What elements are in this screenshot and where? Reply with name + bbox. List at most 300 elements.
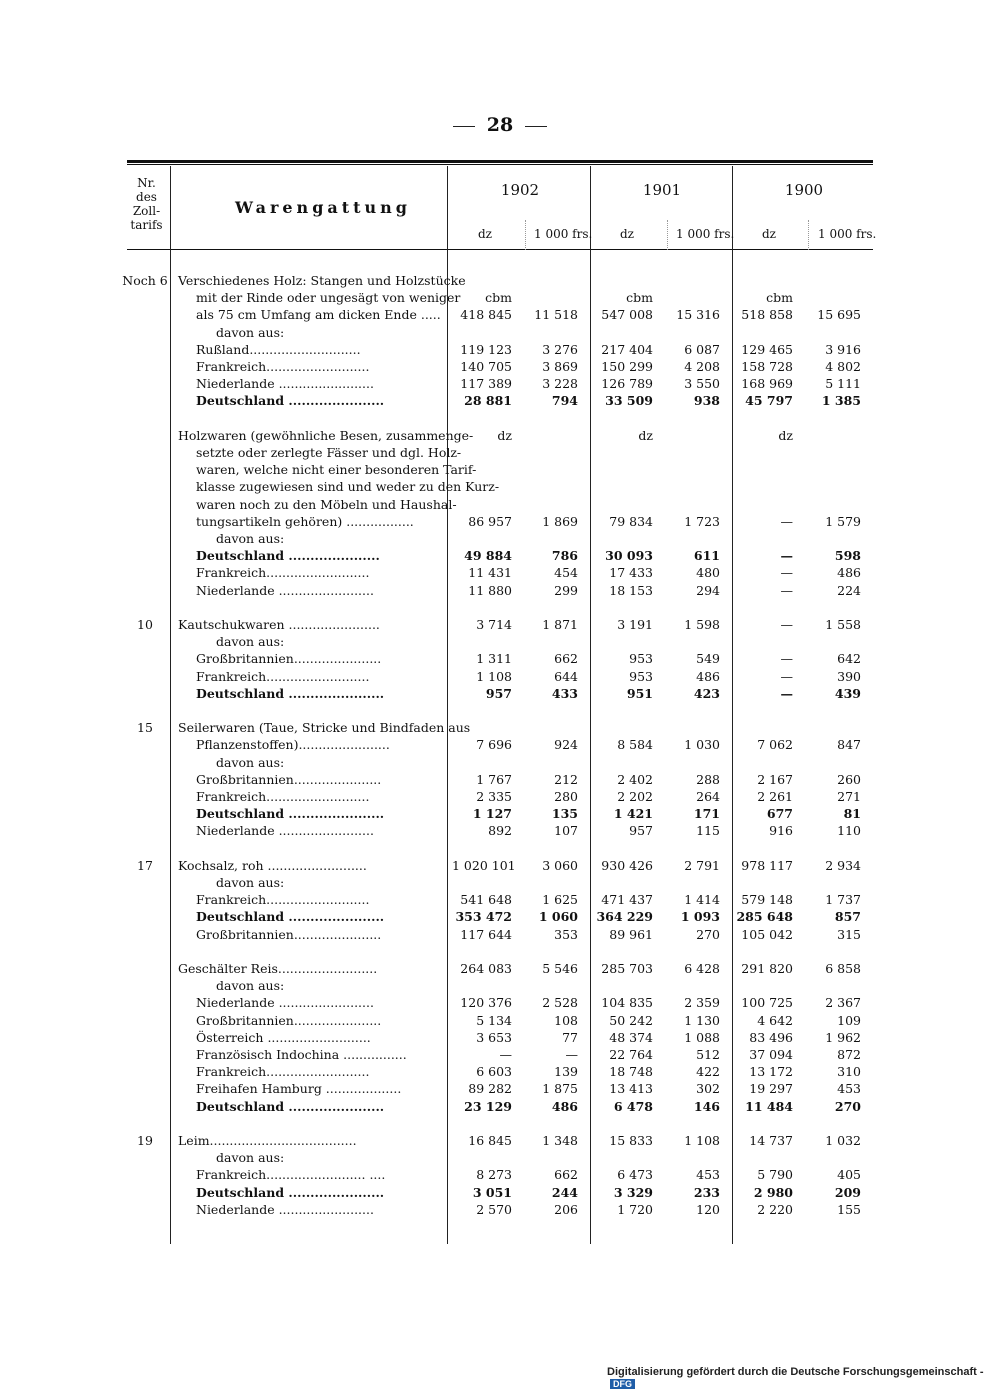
table-row [0, 994, 1000, 1011]
table-row [0, 461, 1000, 478]
table-row [0, 926, 1000, 943]
table-cell: 271 [837, 789, 861, 804]
table-row [0, 857, 1000, 874]
table-cell: 598 [834, 548, 861, 564]
table-row [0, 822, 1000, 839]
table-cell: 14 737 [749, 1133, 793, 1148]
unit-frs-1901: 1 000 frs. [676, 227, 735, 241]
table-row [0, 960, 1000, 977]
row-label: Deutschland ...................... [196, 1098, 385, 1114]
table-cell: 299 [554, 582, 578, 598]
table-cell: dz [778, 427, 793, 443]
table-row [0, 1184, 1000, 1201]
table-cell: 916 [769, 823, 793, 839]
table-cell: 547 008 [601, 307, 653, 323]
table-cell: 120 376 [460, 995, 512, 1011]
table-cell: 405 [837, 1167, 861, 1183]
table-cell: 109 [837, 1012, 861, 1028]
dfg-logo: DFG [610, 1379, 635, 1389]
table-cell: 1 108 [684, 1133, 720, 1148]
table-cell: 1 032 [825, 1133, 861, 1148]
table-top-rule [127, 160, 873, 163]
nr-header [128, 176, 165, 232]
table-cell: 146 [693, 1098, 720, 1114]
unit-dz-1902: dz [478, 227, 493, 241]
table-cell: — [780, 651, 793, 667]
table-cell: 115 [696, 823, 720, 839]
table-cell: 930 426 [601, 857, 653, 873]
table-cell: 3 550 [684, 376, 720, 392]
table-cell: 4 208 [684, 359, 720, 374]
tariff-number: 19 [137, 1133, 153, 1148]
row-label: davon aus: [216, 875, 285, 890]
row-label: Großbritannien...................... [196, 651, 382, 667]
table-cell: 1 060 [538, 909, 578, 925]
table-cell: 158 728 [741, 359, 793, 374]
nr-header-line: des [136, 190, 157, 204]
table-cell: 579 148 [741, 892, 793, 908]
row-label: Freihafen Hamburg ................... [196, 1081, 402, 1097]
table-row [0, 668, 1000, 685]
table-cell: 2 202 [617, 789, 653, 804]
table-cell: 108 [554, 1012, 578, 1028]
table-cell: 2 167 [757, 771, 793, 787]
row-label: als 75 cm Umfang am dicken Ende ..... [196, 307, 441, 323]
table-cell: 8 584 [617, 737, 653, 753]
table-cell: 83 496 [749, 1029, 793, 1045]
table-cell: 15 695 [817, 307, 861, 323]
table-cell: 364 229 [596, 909, 653, 925]
table-cell: 486 [837, 565, 861, 581]
table-cell: 439 [834, 685, 861, 701]
table-row [0, 1149, 1000, 1166]
table-cell: 270 [696, 926, 720, 942]
table-cell: 2 220 [757, 1201, 793, 1217]
row-label: Frankreich.......................... [196, 668, 370, 684]
table-row [0, 324, 1000, 341]
table-row [0, 1166, 1000, 1183]
tariff-number: 15 [137, 720, 153, 736]
table-cell: 315 [837, 926, 861, 942]
table-cell: 953 [629, 651, 653, 667]
table-cell: 2 367 [825, 995, 861, 1011]
table-cell: 1 558 [825, 617, 861, 632]
table-cell: dz [638, 427, 653, 443]
row-label: Verschiedenes Holz: Stangen und Holzstücke [178, 273, 466, 288]
table-cell: 1 414 [684, 892, 720, 908]
row-label: setzte oder zerlegte Fässer und dgl. Holz- [196, 445, 462, 460]
row-label: waren, welche nicht einer besonderen Tarif- [196, 462, 477, 478]
row-label: Kautschukwaren ....................... [178, 617, 380, 632]
table-cell: 33 509 [605, 393, 653, 409]
table-cell: 1 348 [542, 1133, 578, 1148]
table-row [0, 358, 1000, 375]
table-cell: 454 [554, 565, 578, 581]
table-row [0, 788, 1000, 805]
row-label: Deutschland ...................... [196, 685, 385, 701]
table-cell: 4 642 [757, 1012, 793, 1028]
table-cell: 353 472 [455, 909, 512, 925]
table-cell: 6 428 [684, 961, 720, 976]
table-cell: 978 117 [741, 857, 793, 873]
tariff-number: 10 [137, 617, 153, 632]
table-cell: 107 [554, 823, 578, 839]
table-cell: 17 433 [609, 565, 653, 581]
table-cell: 541 648 [460, 892, 512, 908]
table-cell: 857 [834, 909, 861, 925]
table-row [0, 564, 1000, 581]
subcolumn-divider-1901 [667, 220, 668, 250]
table-cell: 924 [554, 737, 578, 753]
table-cell: 5 111 [825, 376, 861, 392]
table-row [0, 908, 1000, 925]
table-row [0, 1012, 1000, 1029]
year-header-1902: 1902 [500, 181, 540, 199]
table-cell: 518 858 [741, 307, 793, 323]
table-cell: 662 [554, 1167, 578, 1183]
unit-dz-1901: dz [620, 227, 635, 241]
year-header-1900: 1900 [784, 181, 824, 199]
table-cell: 423 [693, 685, 720, 701]
table-cell: 353 [554, 926, 578, 942]
table-cell: cbm [626, 290, 653, 306]
table-row [0, 650, 1000, 667]
table-cell: 512 [696, 1047, 720, 1062]
table-row [0, 341, 1000, 358]
table-row [0, 410, 1000, 427]
table-cell: 3 714 [476, 617, 512, 632]
table-cell: 11 484 [745, 1098, 793, 1114]
table-cell: 23 129 [464, 1098, 512, 1114]
table-row [0, 427, 1000, 444]
table-cell: 3 916 [825, 341, 861, 357]
page-number [0, 114, 1000, 136]
table-cell: 77 [562, 1029, 578, 1045]
table-cell: 471 437 [601, 892, 653, 908]
table-cell: 155 [837, 1201, 861, 1217]
table-cell: 1 767 [476, 771, 512, 787]
table-cell: 16 845 [468, 1133, 512, 1148]
table-cell: 120 [696, 1201, 720, 1217]
row-label: Französisch Indochina ................ [196, 1047, 407, 1062]
table-cell: 2 261 [757, 789, 793, 804]
row-label: Deutschland ...................... [196, 393, 385, 409]
nr-header-line: Nr. [137, 176, 156, 190]
table-cell: 453 [837, 1081, 861, 1097]
table-cell: 677 [766, 806, 793, 822]
table-cell: 1 127 [472, 806, 512, 822]
row-label: Frankreich.......................... [196, 359, 370, 374]
table-cell: 117 644 [460, 926, 512, 942]
table-cell: 2 359 [684, 995, 720, 1011]
table-cell: 5 790 [757, 1167, 793, 1183]
table-cell: 1 598 [684, 617, 720, 632]
table-cell: 847 [837, 737, 861, 753]
table-cell: 280 [554, 789, 578, 804]
tariff-number: Noch 6 [122, 273, 168, 288]
table-cell: 150 299 [601, 359, 653, 374]
table-cell: 105 042 [741, 926, 793, 942]
footer-text: Digitalisierung gefördert durch die Deutsche Forschungsgemeinschaft - [607, 1366, 984, 1378]
table-cell: — [499, 1047, 512, 1062]
row-label: Deutschland ..................... [196, 548, 380, 564]
table-cell: 140 705 [460, 359, 512, 374]
table-row [0, 1115, 1000, 1132]
row-label: Seilerwaren (Taue, Stricke und Bindfaden aus [178, 720, 471, 736]
table-row [0, 891, 1000, 908]
table-cell: 104 835 [601, 995, 653, 1011]
unit-frs-1902: 1 000 frs. [534, 227, 593, 241]
table-cell: 7 696 [476, 737, 512, 753]
table-row [0, 444, 1000, 461]
table-cell: 1 720 [617, 1201, 653, 1217]
row-label: Rußland............................ [196, 341, 361, 357]
table-cell: 1 093 [680, 909, 720, 925]
table-cell: 1 108 [476, 668, 512, 684]
row-label: Frankreich.......................... [196, 1064, 370, 1080]
table-row [0, 375, 1000, 392]
table-cell: 2 528 [542, 995, 578, 1011]
table-cell: 1 579 [825, 513, 861, 529]
table-cell: 285 703 [601, 961, 653, 976]
table-cell: 291 820 [741, 961, 793, 976]
table-cell: 2 791 [684, 857, 720, 873]
row-label: waren noch zu den Möbeln und Haushal- [196, 496, 457, 512]
table-cell: 168 969 [741, 376, 793, 392]
row-label: mit der Rinde oder ungesägt von weniger [196, 290, 461, 306]
table-cell: 171 [693, 806, 720, 822]
row-label: klasse zugewiesen sind und weder zu den Kurz- [196, 479, 500, 495]
nr-header-line: tarifs [130, 218, 163, 232]
table-cell: 13 413 [609, 1081, 653, 1097]
row-label: davon aus: [216, 324, 285, 340]
table-cell: 794 [551, 393, 578, 409]
year-header-1901: 1901 [642, 181, 682, 199]
table-cell: 422 [696, 1064, 720, 1080]
table-row [0, 771, 1000, 788]
table-cell: 1 030 [684, 737, 720, 753]
table-row [0, 719, 1000, 736]
table-top-rule-thin [127, 164, 873, 165]
table-cell: 13 172 [749, 1064, 793, 1080]
table-cell: 86 957 [468, 513, 512, 529]
table-cell: — [780, 513, 793, 529]
row-label: Niederlande ........................ [196, 995, 374, 1011]
table-cell: 418 845 [460, 307, 512, 323]
table-cell: 3 191 [617, 617, 653, 632]
table-row [0, 1046, 1000, 1063]
row-label: Großbritannien...................... [196, 1012, 382, 1028]
table-cell: 310 [837, 1064, 861, 1080]
table-cell: 270 [834, 1098, 861, 1114]
table-cell: 212 [554, 771, 578, 787]
table-row [0, 977, 1000, 994]
table-cell: — [565, 1047, 578, 1062]
table-cell: 264 [696, 789, 720, 804]
table-cell: 1 875 [542, 1081, 578, 1097]
table-row [0, 1080, 1000, 1097]
table-cell: 1 385 [821, 393, 861, 409]
row-label: Kochsalz, roh ......................... [178, 857, 367, 873]
table-row [0, 805, 1000, 822]
table-cell: 1 723 [684, 513, 720, 529]
table-cell: 45 797 [745, 393, 793, 409]
table-row [0, 547, 1000, 564]
row-label: Geschälter Reis......................... [178, 961, 378, 976]
table-cell: — [780, 565, 793, 581]
table-row [0, 582, 1000, 599]
table-cell: 81 [843, 806, 861, 822]
warengattung-header: Warengattung [235, 198, 411, 217]
table-row [0, 599, 1000, 616]
row-label: Deutschland ...................... [196, 806, 385, 822]
table-cell: 18 748 [609, 1064, 653, 1080]
table-cell: 2 335 [476, 789, 512, 804]
table-cell: 1 869 [542, 513, 578, 529]
table-row [0, 1132, 1000, 1149]
table-cell: 390 [837, 668, 861, 684]
table-cell: 3 276 [542, 341, 578, 357]
table-cell: 2 980 [753, 1184, 793, 1200]
table-cell: 453 [696, 1167, 720, 1183]
table-cell: 11 880 [468, 582, 512, 598]
table-cell: 79 834 [609, 513, 653, 529]
row-label: Niederlande ........................ [196, 582, 374, 598]
table-cell: 233 [693, 1184, 720, 1200]
table-cell: 2 402 [617, 771, 653, 787]
table-cell: 662 [554, 651, 578, 667]
table-cell: 3 653 [476, 1029, 512, 1045]
row-label: Deutschland ...................... [196, 909, 385, 925]
table-cell: 129 465 [741, 341, 793, 357]
table-cell: 3 051 [472, 1184, 512, 1200]
table-cell: 244 [551, 1184, 578, 1200]
table-cell: 119 123 [460, 341, 512, 357]
table-row [0, 943, 1000, 960]
table-cell: 5 134 [476, 1012, 512, 1028]
table-cell: 117 389 [460, 376, 512, 392]
row-label: Niederlande ........................ [196, 376, 374, 392]
subcolumn-divider-1902 [525, 220, 526, 250]
table-cell: 3 869 [542, 359, 578, 374]
table-cell: 1 421 [613, 806, 653, 822]
table-cell: 4 802 [825, 359, 861, 374]
table-row [0, 1063, 1000, 1080]
row-label: Großbritannien...................... [196, 771, 382, 787]
table-cell: 285 648 [736, 909, 793, 925]
table-cell: 644 [554, 668, 578, 684]
table-cell: dz [497, 427, 512, 443]
table-cell: 5 546 [542, 961, 578, 976]
footer [607, 1366, 1000, 1390]
table-cell: 15 316 [676, 307, 720, 323]
table-cell: 294 [696, 582, 720, 598]
table-row [0, 478, 1000, 495]
table-cell: 786 [551, 548, 578, 564]
table-cell: 217 404 [601, 341, 653, 357]
table-cell: 480 [696, 565, 720, 581]
table-cell: 7 062 [757, 737, 793, 753]
table-cell: 872 [837, 1047, 861, 1062]
nr-header-line: Zoll- [132, 204, 161, 218]
subcolumn-divider-1900 [808, 220, 809, 250]
row-label: davon aus: [216, 754, 285, 770]
page-number-text: 28 [486, 114, 514, 136]
table-cell: 224 [837, 582, 861, 598]
table-cell: 611 [693, 548, 720, 564]
table-cell: 1 871 [542, 617, 578, 632]
table-row [0, 530, 1000, 547]
table-cell: 135 [551, 806, 578, 822]
table-cell: 89 961 [609, 926, 653, 942]
row-label: Niederlande ........................ [196, 1201, 374, 1217]
table-row [0, 874, 1000, 891]
table-cell: 3 060 [542, 857, 578, 873]
row-label: Pflanzenstoffen)....................... [196, 737, 390, 753]
table-cell: 11 431 [468, 565, 512, 581]
table-row [0, 272, 1000, 289]
table-cell: 3 228 [542, 376, 578, 392]
unit-dz-1900: dz [762, 227, 777, 241]
table-cell: 1 020 101 [452, 857, 516, 873]
table-cell: — [780, 582, 793, 598]
table-cell: 288 [696, 771, 720, 787]
table-row [0, 496, 1000, 513]
row-label: Frankreich.......................... [196, 565, 370, 581]
table-cell: 951 [626, 685, 653, 701]
table-cell: 642 [837, 651, 861, 667]
table-row [0, 392, 1000, 409]
table-row [0, 702, 1000, 719]
row-label: Niederlande ........................ [196, 823, 374, 839]
table-row [0, 1029, 1000, 1046]
table-cell: 49 884 [464, 548, 512, 564]
table-cell: 6 478 [613, 1098, 653, 1114]
table-cell: 6 858 [825, 961, 861, 976]
row-label: davon aus: [216, 634, 285, 650]
table-row [0, 306, 1000, 323]
table-cell: 302 [696, 1081, 720, 1097]
table-cell: 206 [554, 1201, 578, 1217]
row-label: Holzwaren (gewöhnliche Besen, zusammenge- [178, 427, 474, 443]
row-label: Deutschland ...................... [196, 1184, 385, 1200]
table-row [0, 754, 1000, 771]
table-cell: 11 518 [534, 307, 578, 323]
table-cell: 957 [485, 685, 512, 701]
table-cell: 486 [551, 1098, 578, 1114]
table-row [0, 289, 1000, 306]
table-cell: 30 093 [605, 548, 653, 564]
dash-right [525, 126, 547, 127]
row-label: Frankreich.......................... [196, 789, 370, 804]
table-cell: 126 789 [601, 376, 653, 392]
header-bottom-rule [127, 249, 873, 250]
table-cell: 433 [551, 685, 578, 701]
table-cell: cbm [485, 290, 512, 306]
row-label: Österreich .......................... [196, 1029, 371, 1045]
table-cell: 100 725 [741, 995, 793, 1011]
table-cell: cbm [766, 290, 793, 306]
table-cell: 1 962 [825, 1029, 861, 1045]
table-row [0, 513, 1000, 530]
table-cell: 19 297 [749, 1081, 793, 1097]
table-cell: 6 603 [476, 1064, 512, 1080]
table-cell: 2 934 [825, 857, 861, 873]
table-cell: 28 881 [464, 393, 512, 409]
row-label: tungsartikeln gehören) ................. [196, 513, 414, 529]
row-label: davon aus: [216, 978, 285, 994]
row-label: Großbritannien...................... [196, 926, 382, 942]
